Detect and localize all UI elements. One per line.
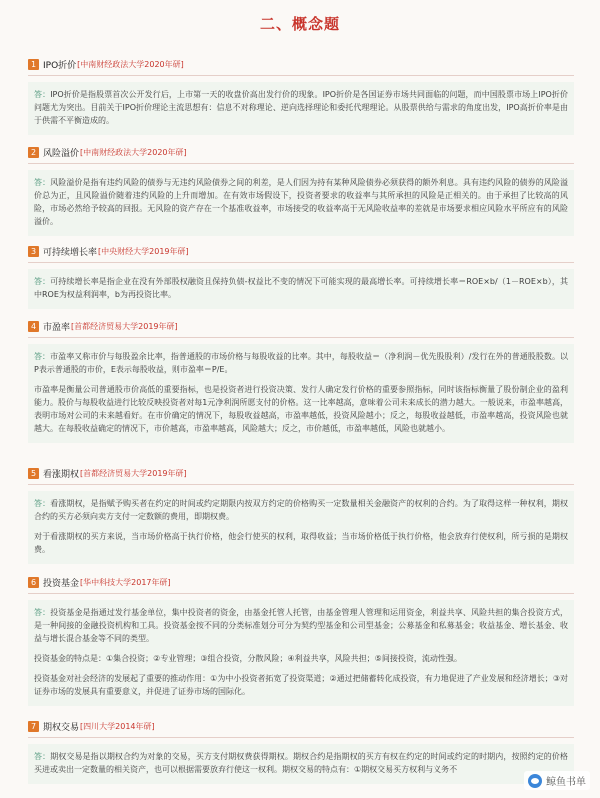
section-term: 期权交易 (43, 723, 80, 733)
section-header (28, 318, 574, 338)
section-number-badge: 3 (28, 246, 39, 257)
section-header (28, 718, 574, 738)
section-header (28, 144, 574, 164)
answer-label: 答： (34, 277, 51, 286)
section-source: [中南财经政法大学2020年研] (77, 60, 184, 69)
concept-section-sustainable-growth-rate (28, 243, 574, 309)
concept-section-risk-premium (28, 144, 574, 236)
section-number-badge: 5 (28, 468, 39, 479)
section-source: [华中科技大学2017年研] (80, 578, 171, 587)
answer-box (28, 82, 574, 135)
section-number-badge: 6 (28, 577, 39, 588)
watermark-text: 鲸鱼书单 (546, 777, 586, 788)
section-source: [四川大学2014年研] (80, 722, 155, 731)
section-term: 投资基金 (43, 579, 80, 589)
section-term: 可持续增长率 (43, 248, 98, 258)
section-header (28, 574, 574, 594)
answer-label: 答： (34, 352, 51, 361)
answer-paragraph: 答：可持续增长率是指企业在没有外部股权融资且保持负债-权益比不变的情况下可能实现的最高增长率。可持续增长率＝ROE×b/（1－ROE×b），其中ROE为权益利润率，b为再投资比率。 (34, 277, 568, 299)
section-header (28, 243, 574, 263)
answer-paragraph: 答：风险溢价是指有违约风险的债券与无违约风险债券之间的利差，是人们因为持有某种风险债券必须获得的额外利息。具有违约风险的债券的风险溢价总为正，且风险溢价随着违约风险的上升而增加。在有效市场假设下，投资者要求的收益率与其所承担的风险是正相关的。由于承担了比较高的风险，市场必然给予较高的回报。无风险的资产存在一个基准收益率，市场接受的收益率高于无风险收益率的差就是市场要求相应风险水平所应有的风险溢价。 (34, 178, 568, 226)
answer-paragraph: 答：投资基金是指通过发行基金单位，集中投资者的资金，由基金托管人托管，由基金管理人管理和运用资金，利益共享、风险共担的集合投资方式，是一种间接的金融投资机构和工具。投资基金按不同的分类标准划分可分为契约型基金和公司型基金；公募基金和私募基金；收益基金、增长基金、收益与增长混合基金等不同的类型。 (34, 608, 568, 643)
answer-paragraph: 对于看涨期权的买方来说，当市场价格高于执行价格，他会行使买的权利，取得收益；当市场价格低于执行价格，他会放弃行使权利，所亏损的是期权费。 (34, 532, 568, 554)
concept-section-investment-fund (28, 574, 574, 706)
answer-label: 答： (34, 499, 51, 508)
answer-paragraph: 投资基金的特点是：①集合投资；②专业管理；③组合投资，分散风险；④利益共享，风险共担；⑤间接投资，流动性强。 (34, 654, 462, 663)
section-term: IPO折价 (43, 61, 77, 71)
answer-box (28, 269, 574, 309)
section-number-badge: 4 (28, 321, 39, 332)
concept-section-ipo-underpricing (28, 56, 574, 135)
section-term: 风险溢价 (43, 149, 80, 159)
answer-box (28, 600, 574, 706)
answer-box (28, 744, 574, 784)
section-source: [首都经济贸易大学2019年研] (80, 469, 187, 478)
section-source: [中南财经政法大学2020年研] (80, 148, 187, 157)
page-title: 二、概念题 (259, 15, 340, 33)
section-source: [首都经济贸易大学2019年研] (71, 322, 178, 331)
section-header (28, 56, 574, 76)
answer-box (28, 344, 574, 443)
section-term: 看涨期权 (43, 470, 80, 480)
whale-icon (528, 774, 542, 788)
answer-paragraph: 投资基金对社会经济的发展起了重要的推动作用：①为中小投资者拓宽了投资渠道；②通过把储蓄转化成投资，有力地促进了产业发展和经济增长；③对证券市场的发展具有重要意义，并促进了证券市场的国际化。 (34, 674, 568, 696)
answer-label: 答： (34, 752, 51, 761)
section-number-badge: 1 (28, 59, 39, 70)
answer-label: 答： (34, 90, 51, 99)
answer-label: 答： (34, 178, 51, 187)
watermark (524, 771, 590, 790)
answer-paragraph: 答：期权交易是指以期权合约为对象的交易，买方支付期权费获得期权。期权合约是指期权的买方有权在约定的时间或约定的时期内，按照约定的价格买进或卖出一定数量的相关资产，也可以根据需要放弃行使这一权利。期权交易的特点有：①期权交易买方权利与义务不 (34, 752, 568, 774)
answer-label: 答： (34, 608, 51, 617)
concept-section-call-option (28, 465, 574, 564)
answer-paragraph: 答：看涨期权，是指赋予购买者在约定的时间或约定期限内按双方约定的价格购买一定数量相关金融资产的权利的合约。为了取得这样一种权利，期权合约的买方必须向卖方支付一定数额的费用，即期权费。 (34, 499, 568, 521)
answer-box (28, 491, 574, 564)
answer-box (28, 170, 574, 236)
concept-section-pe-ratio (28, 318, 574, 443)
section-source: [中央财经大学2019年研] (98, 247, 189, 256)
section-header (28, 465, 574, 485)
section-number-badge: 2 (28, 147, 39, 158)
section-term: 市盈率 (43, 323, 71, 333)
concept-section-option-trading (28, 718, 574, 784)
answer-paragraph: 答：市盈率又称市价与每股盈余比率，指普通股的市场价格与每股收益的比率。其中，每股收益＝（净利润－优先股股利）/发行在外的普通股股数。以P表示普通股的市价，E表示每股收益，则市盈率＝P/E。 (34, 352, 568, 374)
answer-paragraph: 市盈率是衡量公司普通股市价高低的重要指标，也是投资者进行投资决策、发行人确定发行价格的重要参照指标，同时该指标衡量了股份制企业的盈利能力。股价与每股收益进行比较反映投资者对每1元净利润所愿支付的价格。这一比率越高，意味着公司未来成长的潜力越大。一般说来，市盈率越高，表明市场对公司的未来越看好。在市价确定的情况下，每股收益越高，市盈率越低，投资风险越小；反之，每股收益越低，市盈率越高，投资风险也就越大。在每股收益确定的情况下，市价越高，市盈率越高，风险越大；反之，市价越低，市盈率越低，风险也就越小。 (34, 385, 568, 433)
answer-paragraph: 答：IPO折价是指股票首次公开发行后，上市第一天的收盘价高出发行价的现象。IPO折价是各国证券市场共同面临的问题，而中国股票市场上IPO折价问题尤为突出。目前关于IPO折价理论主流思想有：信息不对称理论、逆向选择理论和委托代理理论。从股票供给与需求的角度出发，IPO高折价率是由于供需不平衡造成的。 (34, 90, 569, 125)
section-number-badge: 7 (28, 721, 39, 732)
